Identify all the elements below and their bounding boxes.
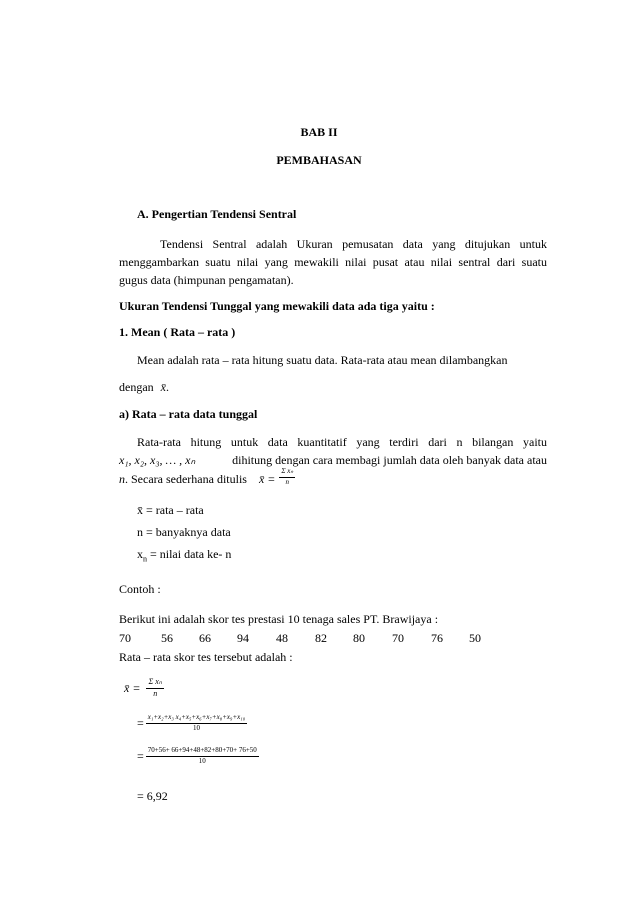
subscript: n [143, 554, 147, 564]
fraction-denominator: 10 [192, 723, 200, 732]
fraction-denominator: 10 [198, 756, 206, 765]
score-value: 70 [119, 631, 131, 645]
score-value: 66 [199, 631, 211, 645]
n-symbol: n [119, 472, 125, 487]
paragraph-line [119, 454, 547, 466]
score-value: 82 [315, 631, 327, 645]
calc-step-1 [124, 678, 164, 699]
example-line: Berikut ini adalah skor tes prestasi 10 tenaga sales PT. Brawijaya : [119, 612, 439, 626]
fraction-numerator: Σ xₙ [279, 468, 295, 478]
equals-sign: = [137, 749, 144, 764]
formula-lhs: x̄ = [258, 472, 276, 487]
calc-step-3 [137, 747, 259, 765]
score-value: 48 [276, 631, 288, 645]
score-value: 56 [161, 631, 173, 645]
score-value: 50 [469, 631, 481, 645]
fraction-denominator: n [285, 477, 290, 486]
fraction-numerator: x₁+x₂+x₃ x₄+x₅+x₆+x₇+x₈+x₉+x₁₀ [146, 714, 247, 724]
paragraph-line: menggambarkan suatu nilai yang mewakili nilai pusat atau nilai sentral dari suatu [119, 255, 547, 269]
period: . [165, 380, 169, 394]
example-line: Rata – rata skor tes tersebut adalah : [119, 650, 293, 664]
paragraph-line: gugus data (himpunan pengamatan). [119, 273, 294, 287]
calc-fraction [146, 678, 164, 699]
calc-fraction [146, 747, 259, 765]
mean-formula-fraction [279, 468, 295, 486]
chapter-label: BAB II [300, 125, 338, 139]
definition-xn [137, 548, 231, 563]
paragraph-line [119, 467, 295, 487]
calc-fraction [146, 714, 247, 732]
definition-n: n = banyaknya data [137, 525, 231, 539]
text-span: dengan [119, 380, 154, 394]
calc-result: = 6,92 [137, 789, 168, 803]
subheading-rata-tunggal: a) Rata – rata data tunggal [119, 407, 258, 421]
equals-sign: = [137, 716, 144, 731]
formula-lhs: x̄ = [124, 681, 141, 696]
example-label: Contoh : [119, 582, 161, 596]
section-title: PEMBAHASAN [276, 153, 362, 167]
calc-step-2 [137, 714, 247, 732]
paragraph-line: Tendensi Sentral adalah Ukuran pemusatan data yang ditujukan untuk [160, 237, 547, 251]
paragraph-line: Mean adalah rata – rata hitung suatu data. Rata-rata atau mean dilambangkan [137, 353, 508, 367]
bold-statement: Ukuran Tendensi Tunggal yang mewakili data ada tiga yaitu : [119, 299, 435, 313]
score-value: 80 [353, 631, 365, 645]
score-value: 70 [392, 631, 404, 645]
text-span: dihitung dengan cara membagi jumlah data oleh banyak data atau [232, 453, 547, 467]
text-span: x [137, 547, 143, 561]
variables-list: x₁, x₂, x₃, … , xₙ [119, 453, 196, 467]
text-span: = nilai data ke- n [147, 547, 232, 561]
xbar-symbol: x̄ [160, 380, 166, 394]
paragraph-line: Rata-rata hitung untuk data kuantitatif yang terdiri dari n bilangan yaitu [137, 435, 547, 449]
score-value: 94 [237, 631, 249, 645]
definition-xbar: x̄ = rata – rata [137, 503, 204, 517]
fraction-numerator: 70+56+ 66+94+48+82+80+70+ 76+50 [146, 747, 259, 757]
subheading-pengertian: A. Pengertian Tendensi Sentral [137, 207, 297, 221]
fraction-numerator: Σ xₙ [146, 678, 164, 689]
mean-heading: 1. Mean ( Rata – rata ) [119, 325, 236, 339]
fraction-denominator: n [153, 688, 158, 698]
paragraph-line [119, 381, 169, 393]
score-value: 76 [431, 631, 443, 645]
text-span: . Secara sederhana ditulis [125, 472, 247, 487]
